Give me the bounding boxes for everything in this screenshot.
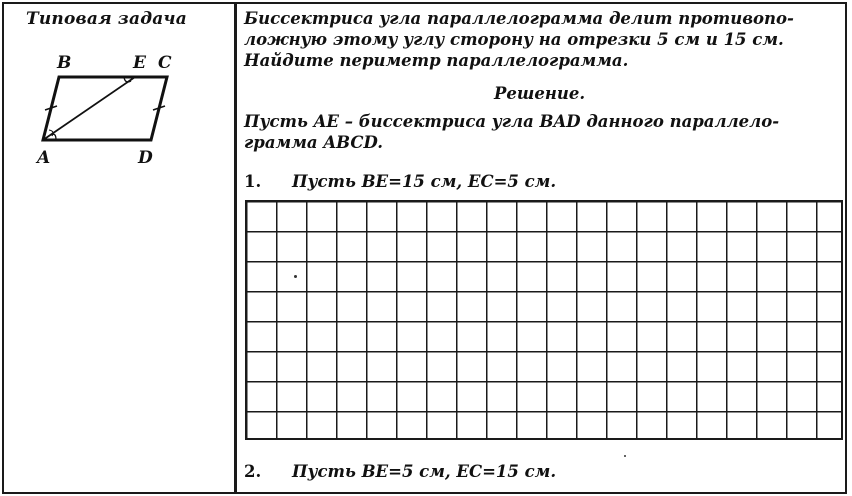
case-text: Пусть BE=5 см, EC=15 см. <box>292 462 557 481</box>
problem-line: Биссектриса угла параллелограмма делит противопо- <box>244 9 794 28</box>
case-text: Пусть BE=15 см, EC=5 см. <box>292 172 557 191</box>
label-d: D <box>138 148 153 168</box>
label-b: B <box>57 53 72 73</box>
problem-line: Найдите периметр параллелограмма. <box>244 51 629 70</box>
problem-statement <box>244 8 794 71</box>
case-2 <box>244 462 556 481</box>
case-number: 2. <box>244 462 262 481</box>
label-a: A <box>37 148 51 168</box>
solution-intro <box>244 111 779 153</box>
solution-line: Пусть AE – биссектриса угла BAD данного параллело- <box>244 112 780 131</box>
column-divider <box>234 4 237 492</box>
case-number: 1. <box>244 172 262 191</box>
parallelogram-abcd <box>43 77 167 140</box>
case-1 <box>244 172 556 191</box>
print-speck <box>624 455 626 457</box>
parallelogram-diagram <box>25 48 185 168</box>
solution-line: грамма ABCD. <box>244 133 383 152</box>
answer-grid[interactable] <box>245 200 843 440</box>
label-e: E <box>133 53 146 73</box>
task-type-heading: Типовая задача <box>26 9 188 29</box>
label-c: C <box>158 53 172 73</box>
solution-heading: Решение. <box>494 84 586 103</box>
problem-line: ложную этому углу сторону на отрезки 5 см и 15 см. <box>244 30 784 49</box>
print-speck <box>294 275 297 278</box>
